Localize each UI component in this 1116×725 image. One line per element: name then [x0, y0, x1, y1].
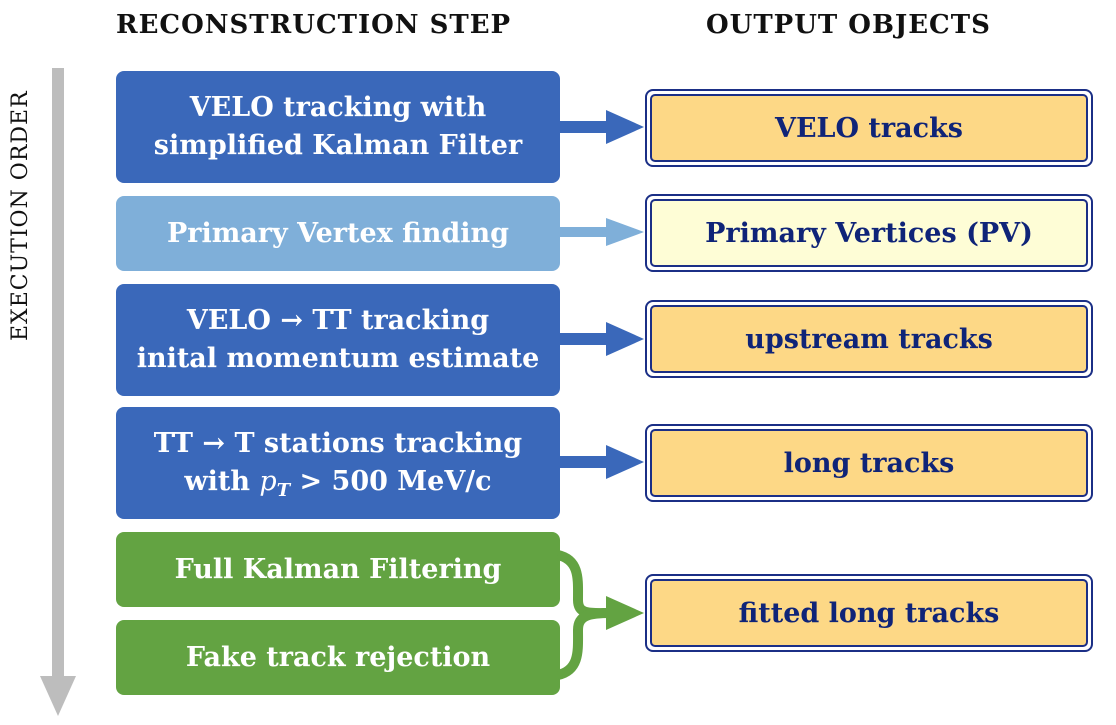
step-velo-tt-line1: VELO → TT tracking — [186, 305, 490, 336]
output-long-tracks-label: long tracks — [650, 429, 1088, 497]
step-tt-t-line2: with $p_T > 500$ MeV/c — [184, 466, 492, 501]
arrow-tt-t-to-long-tracks — [558, 445, 644, 479]
output-upstream-tracks — [645, 300, 1093, 378]
step-primary-vertex-line1: Primary Vertex finding — [166, 217, 510, 249]
output-fitted-long-tracks-label: fitted long tracks — [650, 579, 1088, 647]
step-velo-tracking-line1: VELO tracking with — [189, 92, 487, 123]
step-velo-tt-line2: inital momentum estimate — [136, 343, 540, 374]
arrow-green-merge-to-fitted — [558, 555, 644, 675]
output-velo-tracks — [645, 89, 1093, 167]
arrow-velo-tt-to-upstream — [558, 322, 644, 356]
step-fake-track-line1: Fake track rejection — [185, 641, 491, 673]
reconstruction-step-header: RECONSTRUCTION STEP — [116, 10, 512, 40]
output-upstream-tracks-label: upstream tracks — [650, 305, 1088, 373]
output-objects-header: OUTPUT OBJECTS — [706, 10, 991, 40]
output-fitted-long-tracks — [645, 574, 1093, 652]
execution-order-label: EXECUTION ORDER — [8, 90, 33, 341]
output-velo-tracks-label: VELO tracks — [650, 94, 1088, 162]
step-full-kalman-line1: Full Kalman Filtering — [174, 553, 502, 585]
output-long-tracks — [645, 424, 1093, 502]
step-velo-tracking-line2: simplified Kalman Filter — [153, 130, 523, 161]
arrow-pv-finding-to-pv — [558, 218, 644, 246]
output-primary-vertices — [645, 194, 1093, 272]
output-primary-vertices-label: Primary Vertices (PV) — [650, 199, 1088, 267]
arrow-velo-to-velo-tracks — [558, 110, 644, 144]
step-tt-t-line1: TT → T stations tracking — [153, 428, 523, 459]
